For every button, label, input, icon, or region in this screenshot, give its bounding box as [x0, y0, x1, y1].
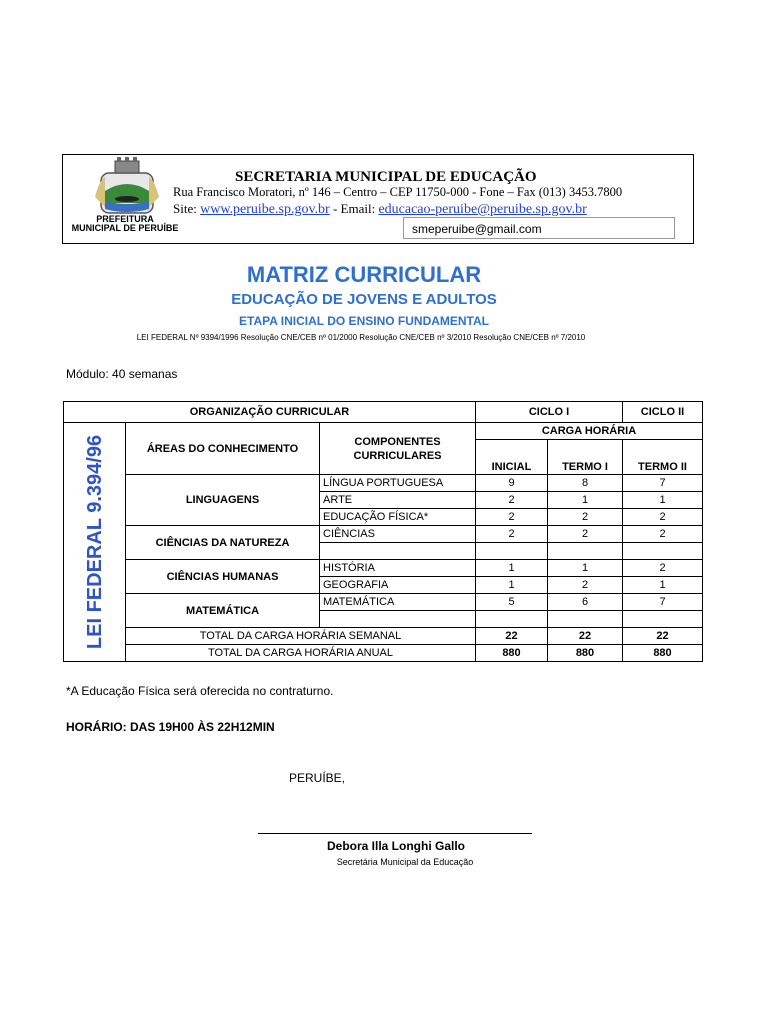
total-anual-label: TOTAL DA CARGA HORÁRIA ANUAL [126, 645, 476, 662]
address-line: Rua Francisco Moratori, nº 146 – Centro – CEP 11750-000 - Fone – Fax (013) 3453.7800 [173, 185, 623, 199]
value-inicial: 5 [476, 594, 548, 611]
area-linguagens: LINGUAGENS [126, 475, 320, 526]
vertical-law-label: LEI FEDERAL 9.394/96 [83, 434, 106, 650]
componentes-header: COMPONENTES CURRICULARES [320, 423, 476, 475]
value-inicial: 2 [476, 509, 548, 526]
value-termo1: 6 [548, 594, 623, 611]
value-termo1: 1 [548, 492, 623, 509]
value-inicial: 9 [476, 475, 548, 492]
signatory-name: Debora Illa Longhi Gallo [326, 839, 465, 853]
total-semanal-termo1: 22 [548, 628, 623, 645]
signature-line [258, 833, 532, 834]
main-title: MATRIZ CURRICULAR [246, 262, 482, 287]
value-inicial: 1 [476, 560, 548, 577]
table-row [64, 423, 703, 440]
table-row [64, 628, 703, 645]
value-termo2: 2 [623, 509, 703, 526]
area-matematica: MATEMÁTICA [126, 594, 320, 628]
total-semanal-label: TOTAL DA CARGA HORÁRIA SEMANAL [126, 628, 476, 645]
value-termo2: 7 [623, 475, 703, 492]
logo-caption-line2: MUNICIPAL DE PERUÍBE [71, 223, 179, 233]
value-inicial: 2 [476, 526, 548, 543]
subtitle-etapa: ETAPA INICIAL DO ENSINO FUNDAMENTAL [239, 314, 489, 328]
value-termo2 [623, 543, 703, 560]
carga-header: CARGA HORÁRIA [476, 423, 703, 440]
total-semanal-termo2: 22 [623, 628, 703, 645]
col-termo1: TERMO I [548, 440, 623, 475]
table-row [64, 402, 703, 423]
ciclo2-header: CICLO II [623, 402, 703, 423]
letterhead [62, 154, 694, 244]
value-termo2: 7 [623, 594, 703, 611]
total-anual-inicial: 880 [476, 645, 548, 662]
subtitle-eja: EDUCAÇÃO DE JOVENS E ADULTOS [231, 291, 497, 308]
areas-header: ÁREAS DO CONHECIMENTO [126, 423, 320, 475]
component-name: ARTE [320, 492, 476, 509]
total-semanal-inicial: 22 [476, 628, 548, 645]
value-termo2 [623, 611, 703, 628]
schedule: HORÁRIO: DAS 19H00 ÀS 22H12MIN [66, 720, 275, 734]
email-label: - Email: [329, 201, 379, 216]
site-link[interactable]: www.peruibe.sp.gov.br [200, 202, 330, 217]
curriculum-table [63, 401, 703, 662]
ciclo1-header: CICLO I [476, 402, 623, 423]
email-link[interactable]: educacao-peruibe@peruibe.sp.gov.br [378, 202, 587, 217]
value-inicial: 1 [476, 577, 548, 594]
area-natureza: CIÊNCIAS DA NATUREZA [126, 526, 320, 560]
table-row [64, 594, 703, 611]
total-anual-termo1: 880 [548, 645, 623, 662]
value-termo2: 1 [623, 492, 703, 509]
component-name: EDUCAÇÃO FÍSICA* [320, 509, 476, 526]
value-termo1: 2 [548, 509, 623, 526]
value-termo1: 2 [548, 577, 623, 594]
total-anual-termo2: 880 [623, 645, 703, 662]
component-name: CIÊNCIAS [320, 526, 476, 543]
legal-references: LEI FEDERAL Nº 9394/1996 Resolução CNE/CEB nº 01/2000 Resolução CNE/CEB nº 3/2010 Resolução CNE/CEB nº 7/2010 [136, 333, 586, 342]
component-name [320, 543, 476, 560]
org-header: ORGANIZAÇÃO CURRICULAR [64, 402, 476, 423]
gmail-box: smeperuibe@gmail.com [403, 217, 675, 239]
municipal-coat-of-arms-icon [91, 157, 163, 219]
component-name: GEOGRAFIA [320, 577, 476, 594]
contact-line [173, 201, 587, 218]
value-inicial [476, 611, 548, 628]
value-termo2: 2 [623, 560, 703, 577]
place-line: PERUÍBE, [289, 771, 346, 785]
vertical-law-cell [64, 423, 126, 662]
component-name: HISTÓRIA [320, 560, 476, 577]
value-termo1 [548, 611, 623, 628]
footnote: *A Educação Física será oferecida no contraturno. [66, 684, 334, 698]
value-termo2: 2 [623, 526, 703, 543]
secretariat-title: SECRETARIA MUNICIPAL DE EDUCAÇÃO [235, 169, 537, 185]
module-duration: Módulo: 40 semanas [66, 367, 178, 381]
col-inicial: INICIAL [476, 440, 548, 475]
value-termo1: 1 [548, 560, 623, 577]
value-inicial: 2 [476, 492, 548, 509]
table-row [64, 645, 703, 662]
value-inicial [476, 543, 548, 560]
component-name: LÍNGUA PORTUGUESA [320, 475, 476, 492]
area-humanas: CIÊNCIAS HUMANAS [126, 560, 320, 594]
component-name [320, 611, 476, 628]
component-name: MATEMÁTICA [320, 594, 476, 611]
table-row [64, 526, 703, 543]
signatory-role: Secretária Municipal da Educação [336, 857, 474, 867]
site-label: Site: [173, 201, 201, 216]
table-row [64, 560, 703, 577]
value-termo2: 1 [623, 577, 703, 594]
value-termo1: 2 [548, 526, 623, 543]
value-termo1 [548, 543, 623, 560]
logo-caption [63, 215, 187, 233]
table-row [64, 475, 703, 492]
col-termo2: TERMO II [623, 440, 703, 475]
logo-caption-line1: PREFEITURA [96, 214, 154, 224]
value-termo1: 8 [548, 475, 623, 492]
